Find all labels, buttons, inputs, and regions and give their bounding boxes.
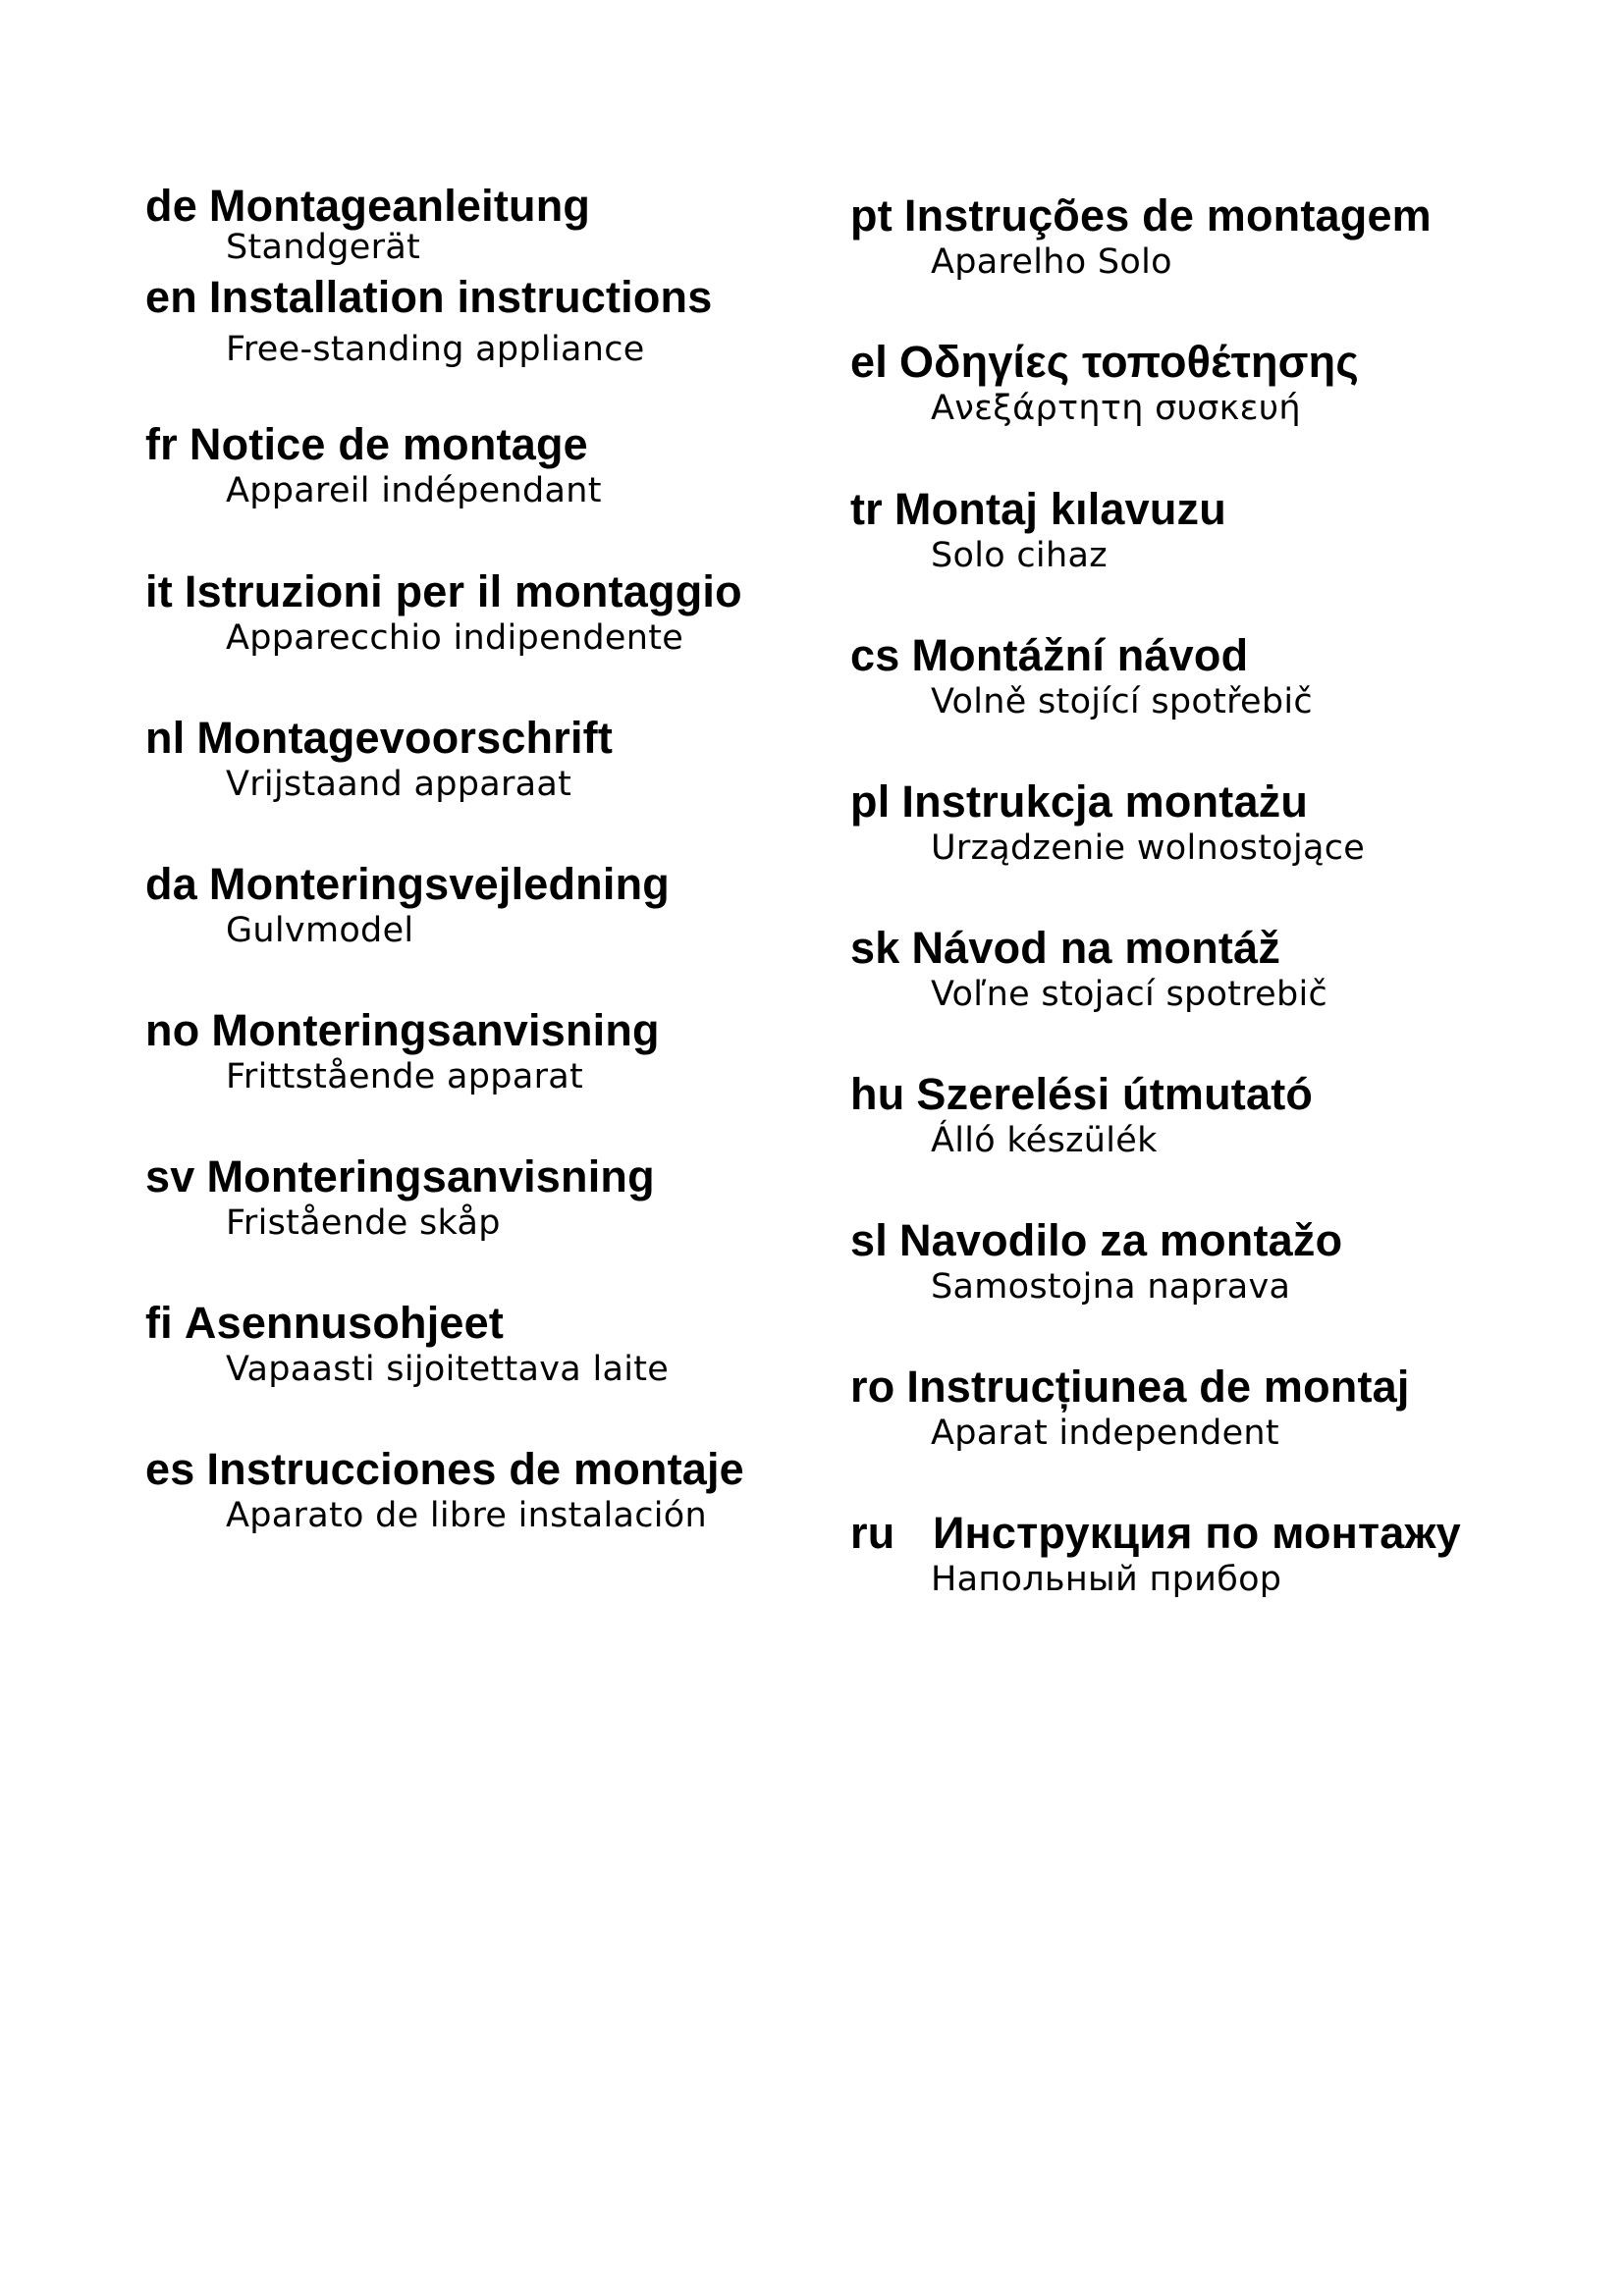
title-text: Instrucciones de montaje xyxy=(206,1444,744,1494)
appliance-type: Free-standing appliance xyxy=(226,330,645,369)
language-code: cs xyxy=(850,630,900,680)
language-entry-el xyxy=(850,338,1359,428)
language-code: nl xyxy=(145,713,186,763)
language-entry-pt xyxy=(850,191,1432,282)
title-text: Montážní návod xyxy=(911,630,1249,680)
language-entry-da xyxy=(145,860,670,950)
language-code: el xyxy=(850,337,888,387)
title-text: Monteringsanvisning xyxy=(206,1151,655,1201)
language-entry-fr xyxy=(145,420,602,510)
manual-title xyxy=(850,485,1226,534)
manual-title xyxy=(145,1006,660,1055)
title-text: Инструкция по монтажу xyxy=(933,1508,1461,1558)
language-code: pl xyxy=(850,776,891,827)
language-code: no xyxy=(145,1005,200,1055)
language-code: da xyxy=(145,859,197,909)
language-code: pt xyxy=(850,190,893,240)
appliance-type: Apparecchio indipendente xyxy=(226,618,684,658)
appliance-type: Volně stojící spotřebič xyxy=(931,682,1313,721)
manual-title xyxy=(145,1299,669,1348)
language-entry-ro xyxy=(850,1362,1410,1453)
language-code: hu xyxy=(850,1069,905,1119)
appliance-type: Álló készülék xyxy=(931,1121,1158,1160)
language-entry-en xyxy=(145,273,712,369)
manual-title xyxy=(850,1216,1342,1265)
language-code: fi xyxy=(145,1298,173,1348)
language-entry-es xyxy=(145,1445,744,1535)
manual-title xyxy=(145,420,602,469)
appliance-type: Frittstående apparat xyxy=(226,1057,584,1096)
language-code: ro xyxy=(850,1362,895,1412)
appliance-type: Appareil indépendant xyxy=(226,471,602,510)
manual-title xyxy=(850,338,1359,387)
appliance-type: Vapaasti sijoitettava laite xyxy=(226,1350,670,1389)
language-code: de xyxy=(145,181,197,231)
language-code: fr xyxy=(145,419,178,469)
language-code: it xyxy=(145,566,173,616)
language-entry-tr xyxy=(850,485,1226,575)
title-text: Monteringsanvisning xyxy=(211,1005,660,1055)
language-entry-sk xyxy=(850,924,1327,1014)
title-text: Montaj kılavuzu xyxy=(893,484,1226,534)
title-text: Asennusohjeet xyxy=(184,1298,505,1348)
title-text: Monteringsvejledning xyxy=(208,859,670,909)
appliance-type: Vrijstaand apparaat xyxy=(226,765,572,804)
language-code: sv xyxy=(145,1151,195,1201)
language-code: tr xyxy=(850,484,883,534)
appliance-type: Aparelho Solo xyxy=(931,242,1172,282)
manual-title xyxy=(145,714,613,763)
language-code: en xyxy=(145,272,197,322)
manual-title xyxy=(145,1445,744,1494)
manual-title xyxy=(850,1070,1313,1119)
title-text: Instruções de montagem xyxy=(903,190,1432,240)
appliance-type: Gulvmodel xyxy=(226,911,414,950)
title-text: Szerelési útmutató xyxy=(916,1069,1314,1119)
manual-title xyxy=(145,1152,655,1201)
manual-title xyxy=(850,631,1313,680)
title-text: Montageanleitung xyxy=(208,181,591,231)
appliance-type: Solo cihaz xyxy=(931,536,1108,575)
appliance-type: Standgerät xyxy=(226,228,421,267)
manual-title xyxy=(850,191,1432,240)
manual-title xyxy=(850,1362,1410,1412)
language-entry-fi xyxy=(145,1299,669,1389)
manual-title xyxy=(145,273,712,322)
title-text: Návod na montáž xyxy=(911,923,1281,973)
language-code: sl xyxy=(850,1215,888,1265)
title-text: Οδηγίες τοποθέτησης xyxy=(898,337,1359,387)
appliance-type: Напольный прибор xyxy=(931,1560,1282,1599)
title-text: Installation instructions xyxy=(208,272,713,322)
title-text: Navodilo za montažo xyxy=(898,1215,1343,1265)
language-entry-de xyxy=(145,181,591,267)
title-text: Instrukcja montażu xyxy=(901,776,1309,827)
language-entry-sv xyxy=(145,1152,655,1243)
language-entry-cs xyxy=(850,631,1313,721)
language-code: es xyxy=(145,1444,195,1494)
appliance-type: Urządzenie wolnostojące xyxy=(931,828,1366,868)
language-entry-pl xyxy=(850,777,1365,868)
language-entry-sl xyxy=(850,1216,1342,1307)
language-code: ru xyxy=(850,1508,895,1558)
title-text: Instrucțiunea de montaj xyxy=(906,1362,1410,1412)
manual-title xyxy=(850,924,1327,973)
appliance-type: Ανεξάρτητη συσκευή xyxy=(931,389,1301,428)
appliance-type: Aparato de libre instalación xyxy=(226,1496,707,1535)
manual-title xyxy=(145,860,670,909)
language-entry-ru xyxy=(850,1509,1461,1599)
language-code: sk xyxy=(850,923,900,973)
title-text: Istruzioni per il montaggio xyxy=(184,566,742,616)
language-entry-hu xyxy=(850,1070,1313,1160)
appliance-type: Fristående skåp xyxy=(226,1203,501,1243)
language-entry-nl xyxy=(145,714,613,804)
appliance-type: Samostojna naprava xyxy=(931,1267,1291,1307)
language-entry-no xyxy=(145,1006,660,1096)
title-text: Montagevoorschrift xyxy=(196,713,614,763)
manual-title xyxy=(145,182,590,231)
title-text: Notice de montage xyxy=(189,419,588,469)
manual-title xyxy=(850,1509,1461,1558)
manual-title xyxy=(145,567,742,616)
manual-title xyxy=(850,777,1365,827)
appliance-type: Aparat independent xyxy=(931,1414,1279,1453)
language-entry-it xyxy=(145,567,742,658)
appliance-type: Voľne stojací spotrebič xyxy=(931,975,1328,1014)
